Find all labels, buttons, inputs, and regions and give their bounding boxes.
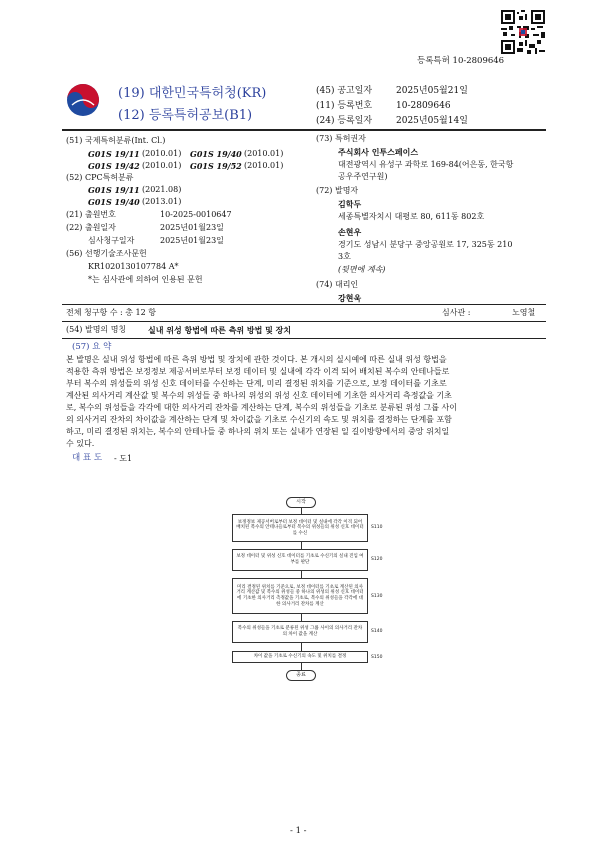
ipc-year: (2010.01) bbox=[142, 149, 182, 158]
cpc-year: (2021.08) bbox=[142, 185, 182, 194]
app-date-label: (22) 출원일자 bbox=[66, 223, 116, 232]
doc-number: 등록특허 10-2809646 bbox=[417, 56, 505, 66]
agent-name: 강현욱 bbox=[338, 293, 362, 303]
inventor-address: 경기도 성남시 분당구 중앙공원로 17, 325동 210 bbox=[338, 240, 513, 249]
flow-step-id: S150 bbox=[371, 655, 383, 660]
country-heading: (19) 대한민국특허청(KR) bbox=[118, 86, 267, 101]
inventor-name: 손현우 bbox=[338, 227, 362, 237]
cpc-code: G01S 19/11 bbox=[88, 185, 140, 195]
flow-step-box: 미리 결정된 위치를 기준으로, 보정 데이터를 기초로 계산된 의사거리 계산값 및 복수의 위성들 중 하나의 위성의 위성 신호 데이터에 기초한 의사거리 측정값을 기초로, 복수의 위성들을 각각에 대한 의사거리 잔차를 계산 bbox=[232, 578, 368, 614]
abstract-line: 의 의사거리 잔차의 차이값을 계산하는 단계 및 차이값을 기초로 수신기의 속도 및 위치를 결정하는 단계를 포함 bbox=[66, 415, 452, 424]
owner-name: 주식회사 인투스페이스 bbox=[338, 147, 419, 157]
kind-heading: (12) 등록특허공보(B1) bbox=[118, 108, 253, 123]
page-number: - 1 - bbox=[290, 826, 307, 836]
flow-connector bbox=[301, 571, 302, 578]
cpc-code: G01S 19/40 bbox=[88, 197, 140, 207]
app-date: 2025년01월23일 bbox=[160, 223, 224, 232]
inventor-address: 세종특별자치시 대평로 80, 611동 802호 bbox=[338, 212, 485, 221]
ipc-year: (2010.01) bbox=[142, 161, 182, 170]
owner-address: 공우주연구원) bbox=[338, 172, 388, 181]
cpc-label: (52) CPC특허분류 bbox=[66, 173, 134, 182]
flow-connector bbox=[301, 614, 302, 621]
inventor-name: 김학두 bbox=[338, 199, 362, 209]
owner-address: 대전광역시 유성구 과학로 169-84(어은동, 한국항 bbox=[338, 160, 514, 169]
exam-date-label: 심사청구일자 bbox=[88, 236, 135, 245]
flow-step-id: S140 bbox=[371, 629, 383, 634]
reg-date-label: (24) 등록일자 bbox=[316, 116, 373, 126]
pub-date: 2025년05월21일 bbox=[396, 86, 468, 96]
owner-label: (73) 특허권자 bbox=[316, 134, 366, 143]
abstract-line: 부터 복수의 위성들의 위성 신호 데이터를 수신하는 단계, 미리 결정된 위치를 기준으로, 보정 데이터를 기초로 bbox=[66, 379, 447, 388]
inventor-address: 3호 bbox=[338, 252, 351, 261]
flow-step-box: 보정정보 제공서버로부터 보정 데이터 및 실내에 각각 이격 되어 배치된 복수의 안테나들로부터 복수의 위성들의 위성 신호 데이터를 수신 bbox=[232, 514, 368, 542]
flow-step-id: S110 bbox=[371, 525, 383, 530]
flow-start: 시작 bbox=[286, 497, 316, 508]
flow-step-id: S120 bbox=[371, 557, 383, 562]
abstract-line: 수 있다. bbox=[66, 439, 95, 448]
examiner-label: 심사관 : bbox=[442, 308, 471, 317]
ipc-code: G01S 19/52 bbox=[190, 161, 242, 171]
reg-no: 10-2809646 bbox=[396, 101, 451, 111]
ipc-code: G01S 19/11 bbox=[88, 149, 140, 159]
prior-art-item: KR1020130107784 A* bbox=[88, 262, 179, 271]
app-no-label: (21) 출원번호 bbox=[66, 210, 116, 219]
abstract-line: 계산된 의사거리 계산값 및 복수의 위성들 중 하나의 위성의 위성 신호 데이터에 기초한 의사거리 측정값을 기초 bbox=[66, 391, 452, 400]
title-label: (54) 발명의 명칭 bbox=[66, 325, 127, 334]
examiner-name: 노영철 bbox=[512, 308, 536, 317]
continued-note: (뒷면에 계속) bbox=[338, 265, 386, 274]
flow-end: 종료 bbox=[286, 670, 316, 681]
abstract-line: 로, 복수의 위성들을 각각에 대한 의사거리 잔차를 계산하는 단계, 복수의 위성들을 기초로 분류된 위성 그룹 사이 bbox=[66, 403, 457, 412]
reg-date: 2025년05월14일 bbox=[396, 116, 468, 126]
flow-step-box: 차이 값을 기초로 수신기의 속도 및 위치를 결정 bbox=[232, 651, 368, 663]
cpc-year: (2013.01) bbox=[142, 197, 182, 206]
abstract-heading: (57) 요 약 bbox=[72, 342, 112, 352]
prior-art-note: *는 심사관에 의하여 인용된 문헌 bbox=[88, 275, 203, 284]
inventor-label: (72) 발명자 bbox=[316, 186, 359, 195]
abstract-line: 하고, 미리 결정된 위치는, 복수의 안테나들 중 하나의 위치 또는 실내가 연장된 일 길이방향에서의 중앙 위치일 bbox=[66, 427, 450, 436]
ipc-year: (2010.01) bbox=[244, 161, 284, 170]
app-no: 10-2025-0010647 bbox=[160, 210, 232, 219]
ipc-code: G01S 19/40 bbox=[190, 149, 242, 159]
flow-connector bbox=[301, 542, 302, 549]
exam-date: 2025년01월23일 bbox=[160, 236, 224, 245]
ipc-code: G01S 19/42 bbox=[88, 161, 140, 171]
ipc-label: (51) 국제특허분류(Int. Cl.) bbox=[66, 136, 166, 145]
agent-label: (74) 대리인 bbox=[316, 280, 359, 289]
invention-title: 실내 위성 항법에 따른 측위 방법 및 장치 bbox=[148, 325, 292, 335]
rep-figure-label: 대 표 도 bbox=[72, 453, 103, 463]
flow-step-box: 복수의 위성들을 기초로 분류된 위성 그룹 사이의 의사거리 잔차의 차이 값을 계산 bbox=[232, 621, 368, 643]
prior-art-label: (56) 선행기술조사문헌 bbox=[66, 249, 147, 258]
abstract-line: 적용한 측위 방법은 보정정보 제공서버로부터 보정 데이터 및 실내에 각각 이격 되어 배치된 복수의 안테나들로 bbox=[66, 367, 450, 376]
reg-no-label: (11) 등록번호 bbox=[316, 101, 373, 111]
flow-step-id: S130 bbox=[371, 594, 383, 599]
abstract-line: 본 발명은 실내 위성 항법에 따른 측위 방법 및 장치에 관한 것이다. 본 개시의 실시예에 따른 실내 위성 항법을 bbox=[66, 355, 447, 364]
ipc-year: (2010.01) bbox=[244, 149, 284, 158]
flow-connector bbox=[301, 643, 302, 651]
rep-figure-ref: - 도1 bbox=[114, 454, 133, 463]
pub-date-label: (45) 공고일자 bbox=[316, 86, 373, 96]
claims-total: 전체 청구항 수 : 총 12 항 bbox=[66, 308, 156, 317]
flow-connector bbox=[301, 663, 302, 670]
flow-step-box: 보정 데이터 및 위성 신호 데이터를 기초로 수신기의 실내 진입 여부를 판단 bbox=[232, 549, 368, 571]
